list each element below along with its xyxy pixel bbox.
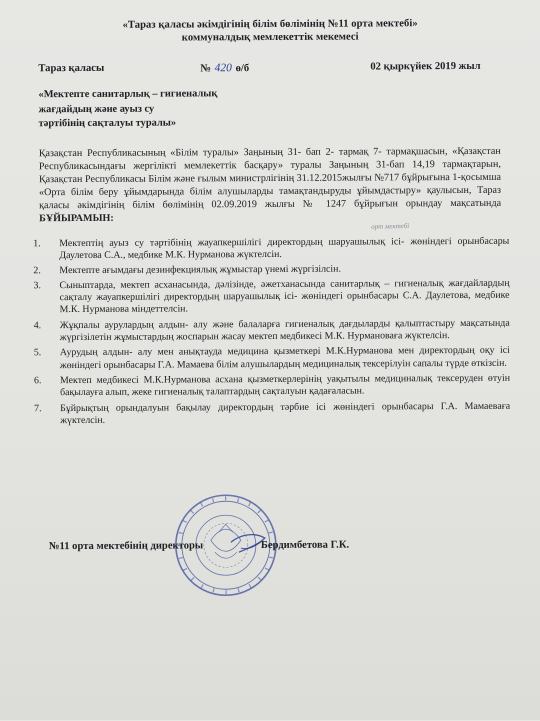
order-item bbox=[32, 318, 510, 345]
order-number-prefix: № bbox=[200, 63, 211, 74]
header-line-2: коммуналдық мемлекеттік мекемесі bbox=[0, 31, 540, 45]
order-item-text: Жұқпалы аурулардың алдын- алу және балаларға гигиеналық дағдыларды қалыптастыру мақсатында жүргізілетін жұмыстардың жоспарын жасау мектеп медбикесі М.К. Нурмановаға жүктелсін. bbox=[54, 318, 510, 345]
order-item bbox=[31, 278, 509, 317]
order-item bbox=[32, 400, 510, 427]
order-item-number: 2. bbox=[31, 265, 53, 277]
order-date: 02 қыркүйек 2019 жыл bbox=[370, 61, 480, 73]
order-item-number: 7. bbox=[32, 403, 54, 428]
faint-handwritten-note: орт мектебі bbox=[371, 222, 409, 231]
subject-line-3: тәртібінің сақталуы туралы» bbox=[39, 116, 279, 132]
order-item-text: Мектеп медбикесі М.К.Нурманова асхана қызметкерлерінің уақытылы медициналық тексеруден өтуін бақылауға алып, жеке гигиеналық талаптардың сақталуын қадағаласын. bbox=[54, 373, 510, 400]
order-item-text: Аурудың алдын- алу мен анықтауда медицина қызметкері М.К.Нурманова мен директордың оқу ісі жөніндегі орынбасары Г.А. Мамаева білім алушылардың медициналық тексерілуін сапалы түрде өткізсін. bbox=[54, 345, 510, 372]
order-subject bbox=[38, 87, 278, 132]
order-item-number: 3. bbox=[31, 280, 53, 317]
order-item bbox=[31, 262, 509, 277]
header-line-1: «Тараз қаласы әкімдігінің білім бөлімінің №11 орта мектебі» bbox=[0, 18, 540, 32]
order-number bbox=[200, 62, 249, 74]
order-item-number: 4. bbox=[32, 320, 54, 345]
order-items-list bbox=[31, 236, 510, 428]
order-number-suffix: ө/б bbox=[236, 63, 250, 74]
city-label: Тараз қаласы bbox=[38, 63, 104, 74]
signature-title: №11 орта мектебінің директоры bbox=[49, 540, 203, 552]
order-word: БҰЙЫРАМЫН: bbox=[39, 212, 114, 223]
subject-line-1: «Мектепте санитарлық – гигиеналық bbox=[38, 87, 278, 103]
order-item bbox=[32, 345, 510, 372]
subject-line-2: жағдайдың және ауыз су bbox=[39, 101, 279, 117]
order-item-number: 5. bbox=[32, 348, 54, 373]
order-item-text: Сыныптарда, мектеп асханасында, дәлізінде, әжетханасында санитарлық – гигиеналық жағдайлардың сақталу жауапкершілігі директордың шаруашылық ісі- жөніндегі орынбасары С.А. Даулетова, медбике М.К. Нурманова міндеттелсін. bbox=[53, 278, 509, 317]
order-item-number: 1. bbox=[31, 238, 53, 263]
order-item bbox=[32, 373, 510, 400]
order-item bbox=[31, 236, 509, 263]
signature-name: Бердимбетова Г.К. bbox=[261, 540, 349, 551]
order-number-handwritten: 420 bbox=[215, 62, 232, 74]
order-item-number: 6. bbox=[32, 375, 54, 400]
preamble-text: Қазақстан Республикасының «Білім туралы» Заңының 31- бап 2- тармақ 7- тармақшасын, «Қазақстан Республикасындағы жергілікті мемлекеттік басқару» туралы Заңының 31-бап 14,19 тармақтарын, Қазақстан Республикасы Білім және ғылым министрлігінің 31.12.2015жылғы №717 бұйрығына 1-қосымша «Орта білім беру ұйымдарында білім алушыларды тамақтандыруды ұйымдастыру» қаулысын, Тараз қаласы әкімдігінің білім бөлімінің 02.09.2019 жылғы № 1247 бұйрығын орындау мақсатында bbox=[39, 146, 501, 211]
order-item-text: Бұйрықтың орындалуын бақылау директордың тәрбие ісі жөніндегі орынбасары Г.А. Мамаеваға жүктелсін. bbox=[54, 400, 510, 427]
order-item-text: Мектепте ағымдағы дезинфекциялық жұмыстар үнемі жүргізілсін. bbox=[53, 262, 509, 277]
order-item-text: Мектептің ауыз су тәртібінің жауапкершілігі директордың шаруашылық ісі- жөніндегі орынбасары Даулетова С.А., медбике М.К. Нурманова жүктелсін. bbox=[53, 236, 509, 263]
preamble-paragraph bbox=[39, 146, 501, 226]
